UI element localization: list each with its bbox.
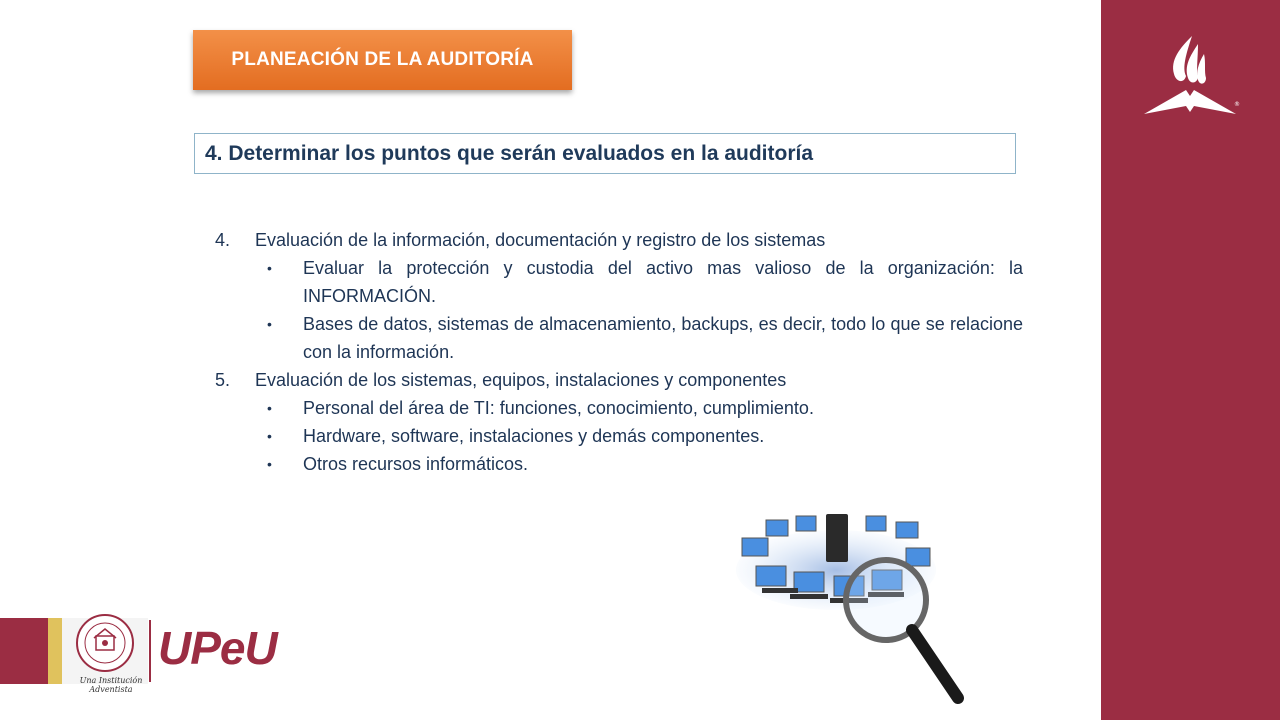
list-item xyxy=(215,366,1023,394)
bullet-icon: • xyxy=(267,428,272,444)
item-number: 5. xyxy=(215,370,231,390)
logo-divider xyxy=(149,620,151,682)
computer-network-magnifier-icon xyxy=(726,508,976,708)
item-text: Evaluación de la información, documentación y registro de los sistemas xyxy=(255,230,826,250)
bullet-text: Personal del área de TI: funciones, conocimiento, cumplimiento. xyxy=(303,398,814,418)
university-seal-icon xyxy=(74,612,136,674)
bullet-icon: • xyxy=(267,316,272,332)
bullet-item xyxy=(215,422,1023,450)
bullet-icon: • xyxy=(267,260,272,276)
bullet-text: Bases de datos, sistemas de almacenamiento, backups, es decir, todo lo que se relacione con la información. xyxy=(303,314,1023,362)
svg-text:®: ® xyxy=(1234,101,1240,108)
bullet-item xyxy=(215,254,1023,310)
bullet-icon: • xyxy=(267,400,272,416)
bullet-item xyxy=(215,450,1023,478)
upeu-logo: UPeU xyxy=(158,622,277,674)
content-list xyxy=(215,226,1023,478)
page-subtitle: 4. Determinar los puntos que serán evaluados en la auditoría xyxy=(194,133,1016,174)
section-title-button[interactable]: PLANEACIÓN DE LA AUDITORÍA xyxy=(193,30,572,90)
bullet-text: Otros recursos informáticos. xyxy=(303,454,529,474)
sda-church-logo-icon xyxy=(1140,32,1240,122)
footer-accent-bar xyxy=(0,618,48,684)
seal-tagline: Una Institución Adventista xyxy=(79,676,143,694)
bullet-text: Evaluar la protección y custodia del activo mas valioso de la organización: la INFORMACIÓN. xyxy=(303,258,1023,306)
bullet-item xyxy=(215,310,1023,366)
bullet-text: Hardware, software, instalaciones y demás componentes. xyxy=(303,426,765,446)
bullet-item xyxy=(215,394,1023,422)
item-text: Evaluación de los sistemas, equipos, instalaciones y componentes xyxy=(255,370,787,390)
footer-gold-bar xyxy=(48,618,62,684)
bullet-icon: • xyxy=(267,456,272,472)
item-number: 4. xyxy=(215,230,231,250)
list-item xyxy=(215,226,1023,254)
